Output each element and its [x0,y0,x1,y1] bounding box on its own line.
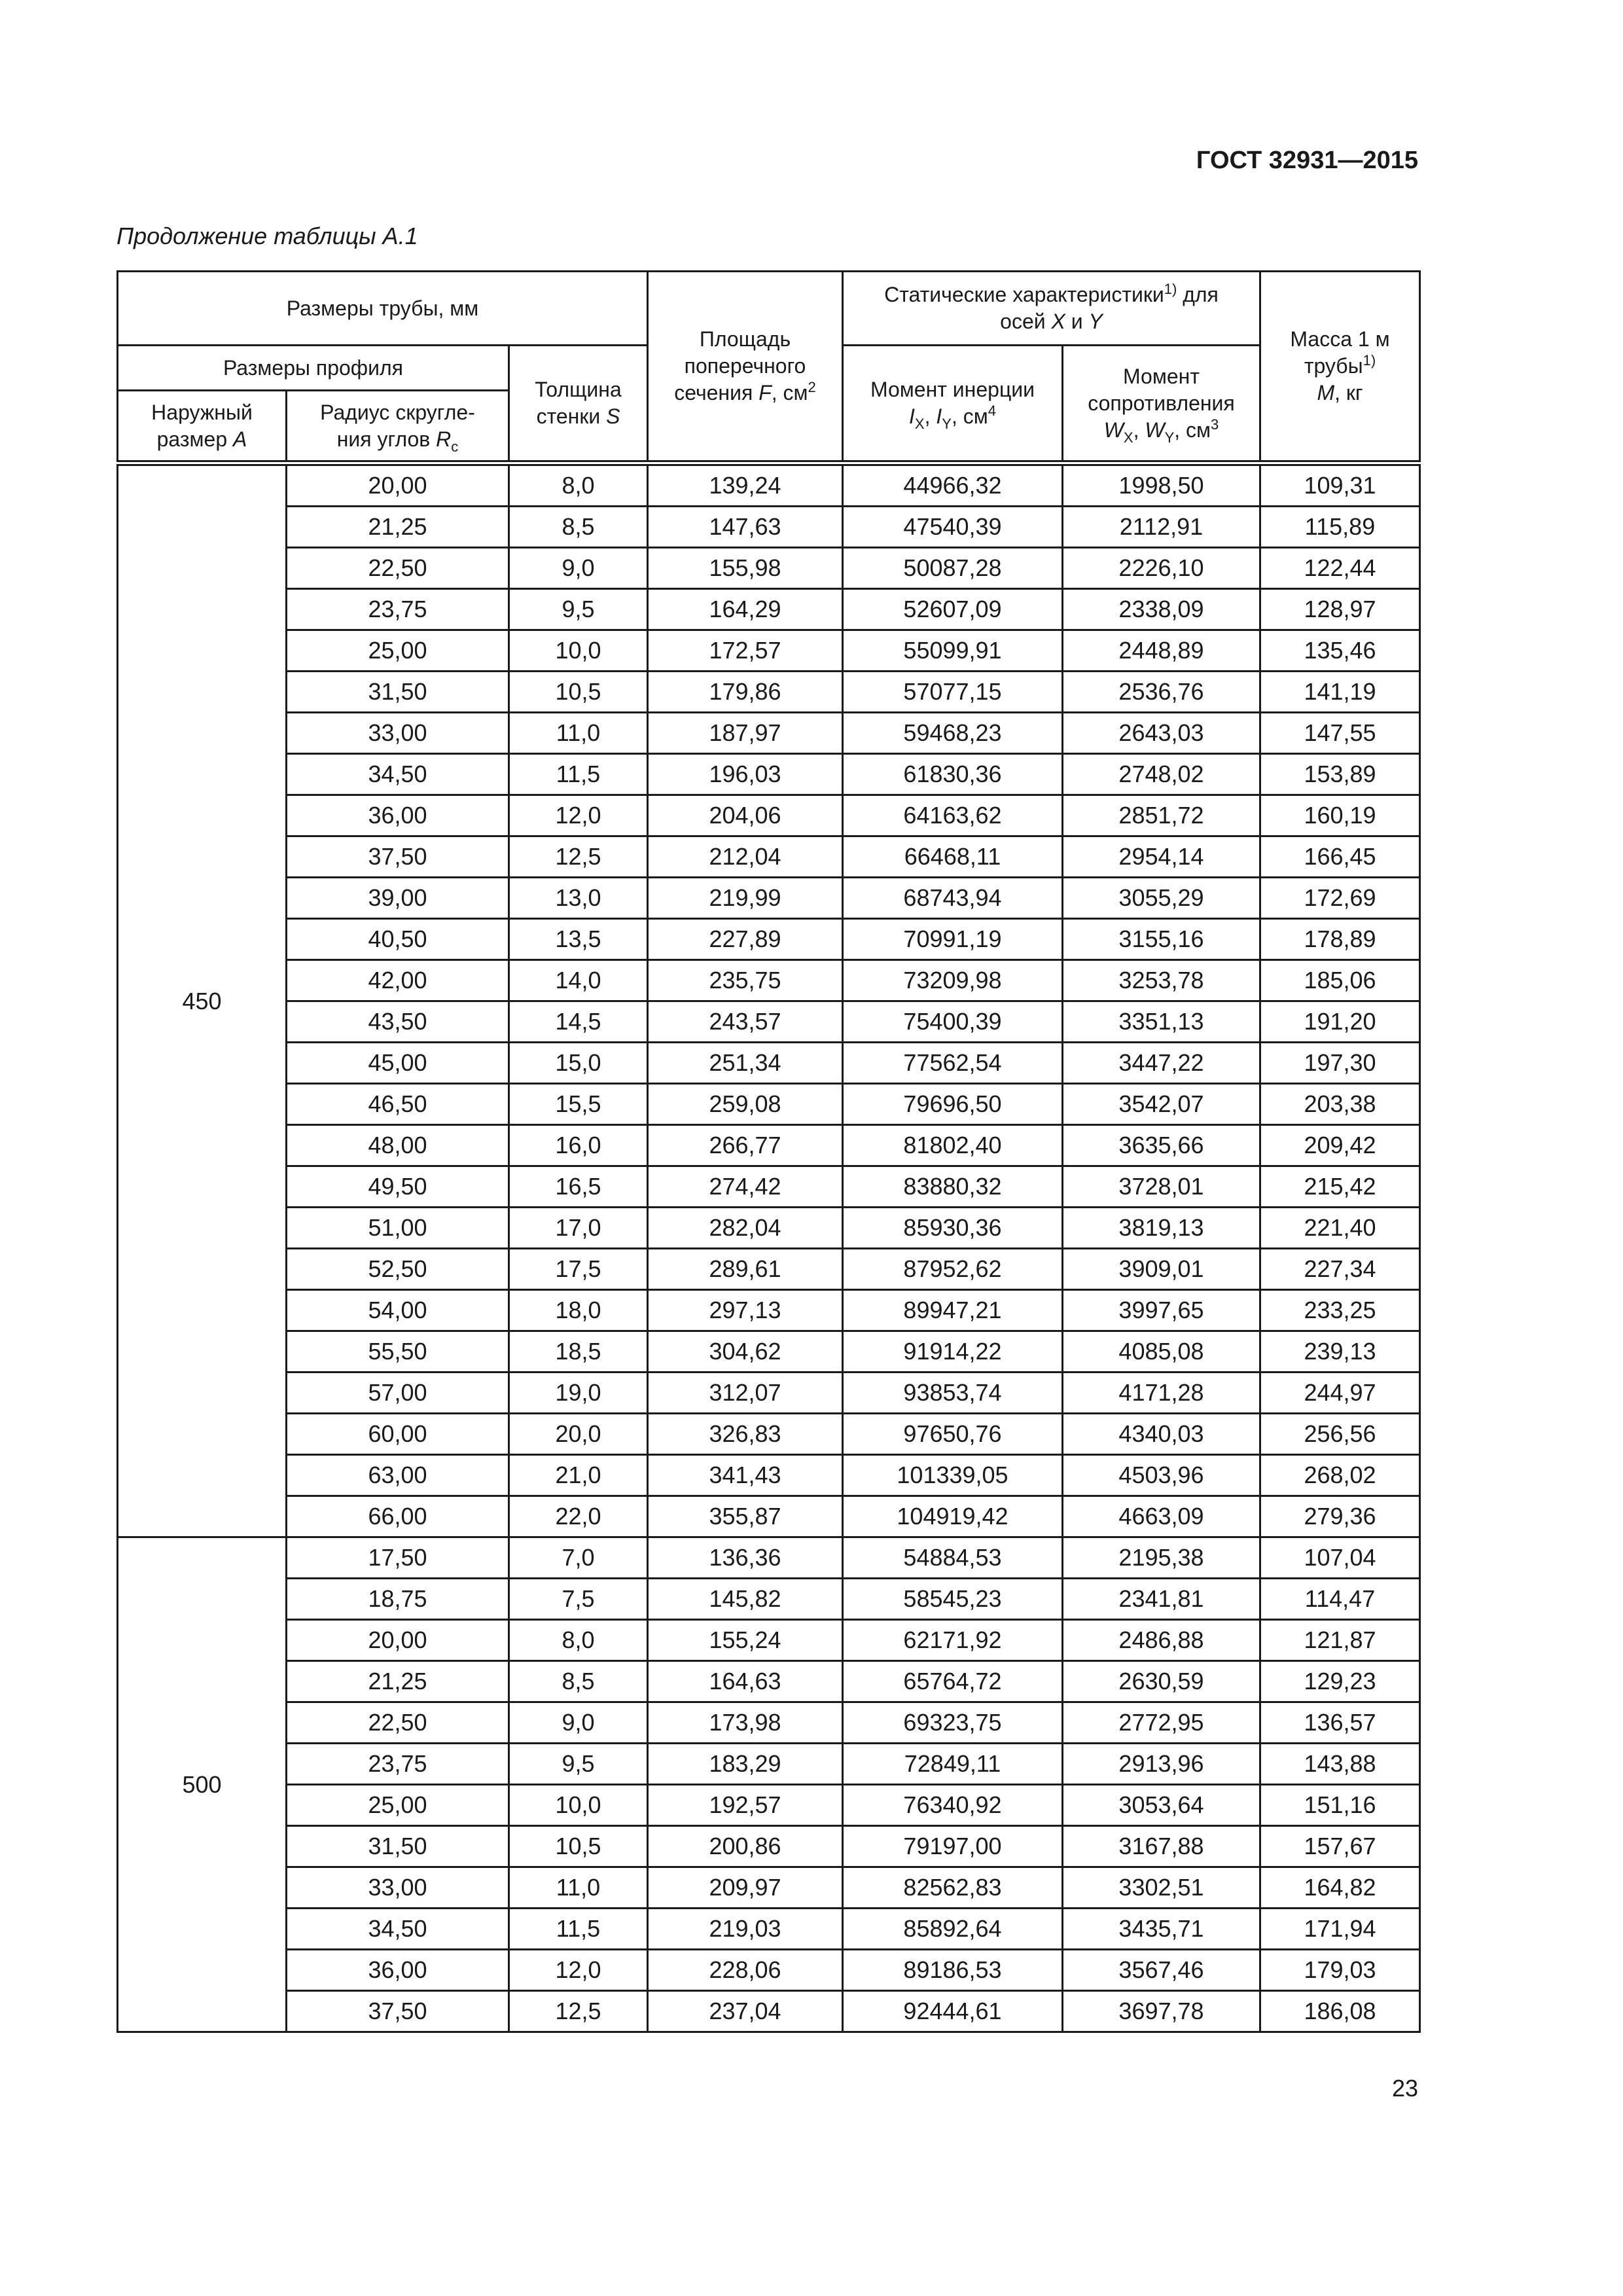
table-cell: 17,50 [287,1537,509,1579]
table-cell: 60,00 [287,1414,509,1455]
table-cell: 3055,29 [1063,878,1260,919]
table-cell: 85892,64 [843,1909,1063,1950]
data-table [116,270,1421,2033]
table-cell: 155,24 [648,1620,843,1661]
table-row [118,1166,1420,1208]
table-row [118,630,1420,672]
table-cell: 141,19 [1260,672,1420,713]
table-cell: 136,36 [648,1537,843,1579]
table-cell: 2195,38 [1063,1537,1260,1579]
table-cell: 178,89 [1260,919,1420,960]
table-cell: 11,0 [509,713,648,754]
table-cell: 8,0 [509,1620,648,1661]
outer-size-cell: 450 [118,463,287,1537]
table-cell: 97650,76 [843,1414,1063,1455]
table-cell: 145,82 [648,1579,843,1620]
table-cell: 114,47 [1260,1579,1420,1620]
table-cell: 10,0 [509,630,648,672]
table-cell: 45,00 [287,1043,509,1084]
table-cell: 11,5 [509,754,648,795]
table-cell: 16,5 [509,1166,648,1208]
table-cell: 233,25 [1260,1290,1420,1331]
table-cell: 22,50 [287,548,509,589]
table-cell: 83880,32 [843,1166,1063,1208]
table-cell: 21,25 [287,1661,509,1702]
header-outer-size: Наружный размер A [118,391,287,463]
table-cell: 341,43 [648,1455,843,1496]
table-cell: 7,5 [509,1579,648,1620]
table-cell: 3167,88 [1063,1826,1260,1867]
table-cell: 326,83 [648,1414,843,1455]
table-cell: 85930,36 [843,1208,1063,1249]
table-cell: 39,00 [287,878,509,919]
table-cell: 209,97 [648,1867,843,1909]
table-cell: 82562,83 [843,1867,1063,1909]
table-cell: 46,50 [287,1084,509,1125]
table-cell: 11,0 [509,1867,648,1909]
table-row [118,507,1420,548]
table-cell: 191,20 [1260,1001,1420,1043]
table-cell: 9,0 [509,1702,648,1744]
table-cell: 179,03 [1260,1950,1420,1991]
table-cell: 173,98 [648,1702,843,1744]
table-cell: 219,99 [648,878,843,919]
table-cell: 21,25 [287,507,509,548]
table-cell: 122,44 [1260,548,1420,589]
table-cell: 2486,88 [1063,1620,1260,1661]
table-cell: 164,63 [648,1661,843,1702]
table-cell: 197,30 [1260,1043,1420,1084]
table-cell: 3435,71 [1063,1909,1260,1950]
table-cell: 19,0 [509,1372,648,1414]
table-cell: 4663,09 [1063,1496,1260,1537]
table-row [118,960,1420,1001]
table-row [118,1661,1420,1702]
table-row [118,1579,1420,1620]
table-cell: 129,23 [1260,1661,1420,1702]
table-cell: 259,08 [648,1084,843,1125]
table-cell: 3155,16 [1063,919,1260,960]
table-cell: 55,50 [287,1331,509,1372]
table-cell: 139,24 [648,463,843,507]
table-cell: 73209,98 [843,960,1063,1001]
table-cell: 31,50 [287,672,509,713]
table-cell: 34,50 [287,1909,509,1950]
table-cell: 266,77 [648,1125,843,1166]
table-cell: 2851,72 [1063,795,1260,836]
table-cell: 185,06 [1260,960,1420,1001]
table-cell: 107,04 [1260,1537,1420,1579]
table-cell: 200,86 [648,1826,843,1867]
table-cell: 70991,19 [843,919,1063,960]
table-cell: 23,75 [287,1744,509,1785]
table-cell: 2448,89 [1063,630,1260,672]
table-cell: 227,89 [648,919,843,960]
table-row [118,1620,1420,1661]
table-cell: 157,67 [1260,1826,1420,1867]
table-row [118,1249,1420,1290]
table-cell: 135,46 [1260,630,1420,672]
table-cell: 92444,61 [843,1991,1063,2032]
table-row [118,1867,1420,1909]
table-cell: 166,45 [1260,836,1420,878]
table-cell: 79197,00 [843,1826,1063,1867]
table-cell: 64163,62 [843,795,1063,836]
outer-size-cell: 500 [118,1537,287,2032]
table-cell: 33,00 [287,1867,509,1909]
table-cell: 62171,92 [843,1620,1063,1661]
table-row [118,1414,1420,1455]
table-cell: 47540,39 [843,507,1063,548]
table-cell: 304,62 [648,1331,843,1372]
table-cell: 3997,65 [1063,1290,1260,1331]
page-number: 23 [1391,2075,1418,2102]
table-row [118,795,1420,836]
table-cell: 228,06 [648,1950,843,1991]
table-cell: 68743,94 [843,878,1063,919]
table-cell: 2748,02 [1063,754,1260,795]
table-cell: 4085,08 [1063,1331,1260,1372]
table-row [118,919,1420,960]
table-row [118,1785,1420,1826]
table-cell: 66,00 [287,1496,509,1537]
table-cell: 151,16 [1260,1785,1420,1826]
table-row [118,672,1420,713]
table-cell: 20,00 [287,1620,509,1661]
table-cell: 2536,76 [1063,672,1260,713]
header-profile-dims: Размеры профиля [118,346,509,391]
table-row [118,1043,1420,1084]
table-cell: 2226,10 [1063,548,1260,589]
table-cell: 244,97 [1260,1372,1420,1414]
table-cell: 14,5 [509,1001,648,1043]
table-cell: 3542,07 [1063,1084,1260,1125]
table-cell: 81802,40 [843,1125,1063,1166]
table-cell: 172,69 [1260,878,1420,919]
table-cell: 7,0 [509,1537,648,1579]
table-cell: 23,75 [287,589,509,630]
table-cell: 18,75 [287,1579,509,1620]
table-cell: 37,50 [287,836,509,878]
table-cell: 12,5 [509,836,648,878]
table-cell: 219,03 [648,1909,843,1950]
table-cell: 12,0 [509,795,648,836]
table-cell: 4503,96 [1063,1455,1260,1496]
table-cell: 57,00 [287,1372,509,1414]
table-row [118,1826,1420,1867]
table-cell: 40,50 [287,919,509,960]
table-cell: 153,89 [1260,754,1420,795]
table-cell: 12,0 [509,1950,648,1991]
table-cell: 160,19 [1260,795,1420,836]
table-cell: 8,0 [509,463,648,507]
table-cell: 143,88 [1260,1744,1420,1785]
table-row [118,878,1420,919]
table-cell: 282,04 [648,1208,843,1249]
header-inertia: Момент инерции $I_X$, $I_Y$, $см^4$ [843,346,1063,463]
table-cell: 65764,72 [843,1661,1063,1702]
table-cell: 115,89 [1260,507,1420,548]
table-cell: 15,5 [509,1084,648,1125]
table-cell: 239,13 [1260,1331,1420,1372]
table-cell: 76340,92 [843,1785,1063,1826]
table-cell: 18,0 [509,1290,648,1331]
table-cell: 69323,75 [843,1702,1063,1744]
table-cell: 192,57 [648,1785,843,1826]
table-cell: 57077,15 [843,672,1063,713]
table-cell: 20,00 [287,463,509,507]
table-cell: 256,56 [1260,1414,1420,1455]
table-cell: 274,42 [648,1166,843,1208]
table-cell: 54,00 [287,1290,509,1331]
table-body [118,463,1420,2032]
table-cell: 10,0 [509,1785,648,1826]
table-cell: 91914,22 [843,1331,1063,1372]
table-cell: 297,13 [648,1290,843,1331]
table-cell: 196,03 [648,754,843,795]
table-cell: 203,38 [1260,1084,1420,1125]
table-cell: 155,98 [648,548,843,589]
table-cell: 3635,66 [1063,1125,1260,1166]
table-cell: 172,57 [648,630,843,672]
table-cell: 237,04 [648,1991,843,2032]
table-cell: 51,00 [287,1208,509,1249]
table-cell: 1998,50 [1063,463,1260,507]
table-cell: 42,00 [287,960,509,1001]
table-cell: 164,82 [1260,1867,1420,1909]
table-row [118,1455,1420,1496]
table-cell: 13,5 [509,919,648,960]
table-row [118,1331,1420,1372]
table-cell: 22,50 [287,1702,509,1744]
table-cell: 9,5 [509,589,648,630]
table-cell: 25,00 [287,1785,509,1826]
table-cell: 16,0 [509,1125,648,1166]
table-container [116,270,1419,2033]
table-cell: 89186,53 [843,1950,1063,1991]
table-cell: 4171,28 [1063,1372,1260,1414]
table-caption: Продолжение таблицы А.1 [116,223,418,249]
table-cell: 48,00 [287,1125,509,1166]
table-cell: 55099,91 [843,630,1063,672]
table-cell: 215,42 [1260,1166,1420,1208]
table-cell: 3447,22 [1063,1043,1260,1084]
table-header [118,272,1420,463]
table-cell: 171,94 [1260,1909,1420,1950]
table-cell: 101339,05 [843,1455,1063,1496]
table-cell: 121,87 [1260,1620,1420,1661]
table-cell: 243,57 [648,1001,843,1043]
table-cell: 4340,03 [1063,1414,1260,1455]
table-cell: 36,00 [287,795,509,836]
table-cell: 3728,01 [1063,1166,1260,1208]
table-cell: 52607,09 [843,589,1063,630]
table-cell: 21,0 [509,1455,648,1496]
header-pipe-dims: Размеры трубы, мм [118,272,648,346]
header-static: Статические характеристики$^{1)}$ для осей X и Y [843,272,1260,346]
table-cell: 3697,78 [1063,1991,1260,2032]
table-cell: 2954,14 [1063,836,1260,878]
table-cell: 58545,23 [843,1579,1063,1620]
table-row [118,1372,1420,1414]
table-row [118,1744,1420,1785]
table-cell: 2630,59 [1063,1661,1260,1702]
table-cell: 227,34 [1260,1249,1420,1290]
table-cell: 212,04 [648,836,843,878]
table-cell: 289,61 [648,1249,843,1290]
table-cell: 52,50 [287,1249,509,1290]
table-row [118,1125,1420,1166]
table-row [118,1537,1420,1579]
header-resistance: Момент сопротивления $W_X$, $W_Y$, $см^3$ [1063,346,1260,463]
table-cell: 187,97 [648,713,843,754]
table-cell: 33,00 [287,713,509,754]
header-wall: Толщина стенки S [509,346,648,463]
table-cell: 9,5 [509,1744,648,1785]
table-cell: 15,0 [509,1043,648,1084]
table-row [118,1208,1420,1249]
table-cell: 31,50 [287,1826,509,1867]
table-cell: 11,5 [509,1909,648,1950]
header-mass: Масса 1 м трубы$^{1)}$ M, кг [1260,272,1420,463]
table-cell: 72849,11 [843,1744,1063,1785]
table-cell: 3567,46 [1063,1950,1260,1991]
table-row [118,1496,1420,1537]
table-cell: 87952,62 [843,1249,1063,1290]
table-cell: 2772,95 [1063,1702,1260,1744]
table-cell: 89947,21 [843,1290,1063,1331]
table-cell: 147,55 [1260,713,1420,754]
table-cell: 3253,78 [1063,960,1260,1001]
table-cell: 22,0 [509,1496,648,1537]
table-cell: 34,50 [287,754,509,795]
table-row [118,1084,1420,1125]
table-cell: 43,50 [287,1001,509,1043]
table-cell: 12,5 [509,1991,648,2032]
table-cell: 279,36 [1260,1496,1420,1537]
table-cell: 268,02 [1260,1455,1420,1496]
table-cell: 3351,13 [1063,1001,1260,1043]
table-cell: 37,50 [287,1991,509,2032]
table-cell: 77562,54 [843,1043,1063,1084]
table-row [118,1001,1420,1043]
table-row [118,754,1420,795]
table-cell: 204,06 [648,795,843,836]
table-cell: 3909,01 [1063,1249,1260,1290]
table-cell: 2112,91 [1063,507,1260,548]
table-cell: 10,5 [509,672,648,713]
table-row [118,463,1420,507]
table-cell: 147,63 [648,507,843,548]
table-cell: 183,29 [648,1744,843,1785]
table-cell: 50087,28 [843,548,1063,589]
table-row [118,713,1420,754]
table-cell: 3302,51 [1063,1867,1260,1909]
table-cell: 63,00 [287,1455,509,1496]
table-cell: 44966,32 [843,463,1063,507]
table-row [118,1909,1420,1950]
table-row [118,1702,1420,1744]
table-row [118,1991,1420,2032]
table-cell: 61830,36 [843,754,1063,795]
table-cell: 164,29 [648,589,843,630]
document-code: ГОСТ 32931—2015 [1196,147,1418,174]
table-cell: 14,0 [509,960,648,1001]
table-cell: 355,87 [648,1496,843,1537]
table-cell: 186,08 [1260,1991,1420,2032]
table-cell: 20,0 [509,1414,648,1455]
table-cell: 104919,42 [843,1496,1063,1537]
table-cell: 109,31 [1260,463,1420,507]
table-cell: 75400,39 [843,1001,1063,1043]
table-cell: 10,5 [509,1826,648,1867]
table-row [118,1290,1420,1331]
header-radius: Радиус скругле- ния углов $R_c$ [287,391,509,463]
table-cell: 8,5 [509,1661,648,1702]
table-cell: 3053,64 [1063,1785,1260,1826]
table-cell: 18,5 [509,1331,648,1372]
table-row [118,1950,1420,1991]
table-cell: 13,0 [509,878,648,919]
table-cell: 59468,23 [843,713,1063,754]
table-row [118,548,1420,589]
table-cell: 9,0 [509,548,648,589]
header-area: Площадь поперечного сечения F, $см^2$ [648,272,843,463]
table-cell: 79696,50 [843,1084,1063,1125]
table-cell: 36,00 [287,1950,509,1991]
table-cell: 312,07 [648,1372,843,1414]
table-cell: 49,50 [287,1166,509,1208]
table-cell: 128,97 [1260,589,1420,630]
table-row [118,836,1420,878]
table-cell: 66468,11 [843,836,1063,878]
table-cell: 17,0 [509,1208,648,1249]
table-cell: 17,5 [509,1249,648,1290]
table-cell: 2643,03 [1063,713,1260,754]
table-cell: 3819,13 [1063,1208,1260,1249]
table-cell: 251,34 [648,1043,843,1084]
table-cell: 2913,96 [1063,1744,1260,1785]
table-cell: 209,42 [1260,1125,1420,1166]
table-cell: 136,57 [1260,1702,1420,1744]
table-row [118,589,1420,630]
table-cell: 235,75 [648,960,843,1001]
table-cell: 179,86 [648,672,843,713]
table-cell: 54884,53 [843,1537,1063,1579]
table-cell: 8,5 [509,507,648,548]
table-cell: 221,40 [1260,1208,1420,1249]
table-cell: 2338,09 [1063,589,1260,630]
table-cell: 25,00 [287,630,509,672]
table-cell: 2341,81 [1063,1579,1260,1620]
table-cell: 93853,74 [843,1372,1063,1414]
